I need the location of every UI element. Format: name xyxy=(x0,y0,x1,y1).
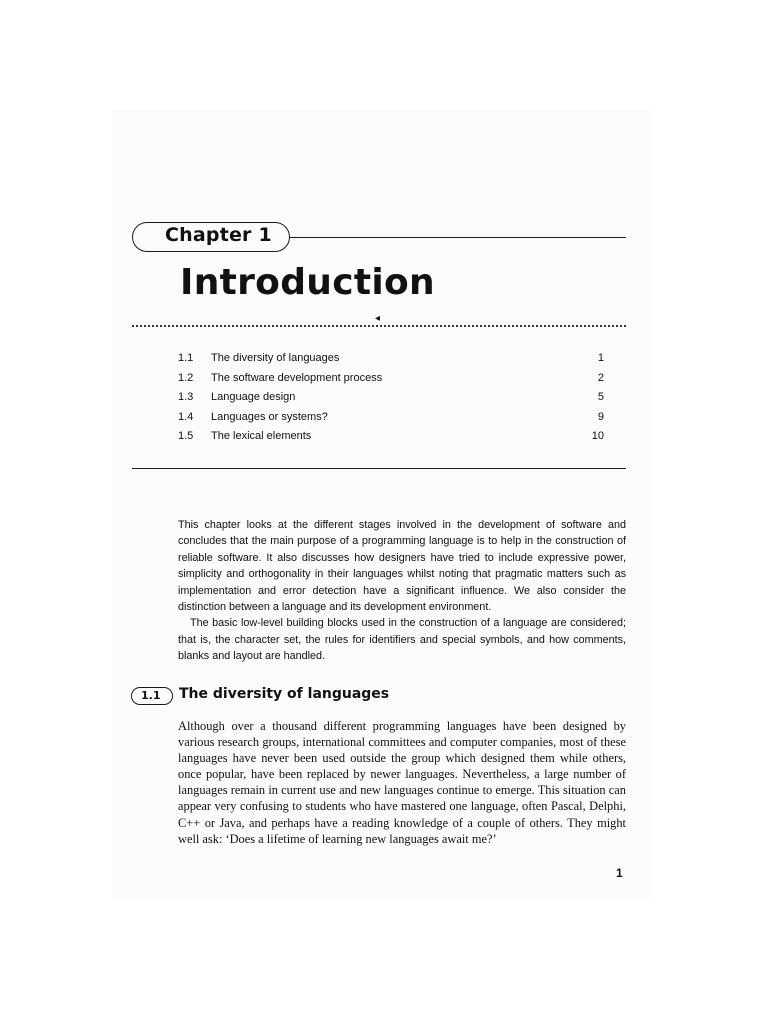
toc-entry-page: 10 xyxy=(591,430,604,442)
toc-bottom-rule xyxy=(132,468,626,469)
table-of-contents xyxy=(178,352,604,450)
chapter-summary xyxy=(178,517,626,665)
toc-entry-page: 1 xyxy=(597,352,604,364)
toc-entry-page: 9 xyxy=(597,410,604,423)
toc-entry xyxy=(178,430,604,450)
chapter-header xyxy=(132,222,626,254)
chapter-label: Chapter 1 xyxy=(165,224,272,246)
dotted-divider xyxy=(132,325,626,327)
summary-paragraph: The basic low-level building blocks used in the construction of a language are considered; that is, the character set, the rules for identifiers and special symbols, and how comments, blanks and layout are handled. xyxy=(178,617,626,663)
section-title: The diversity of languages xyxy=(179,686,390,702)
toc-entry-title: The lexical elements xyxy=(211,430,312,442)
toc-entry-number: 1.2 xyxy=(178,371,194,384)
toc-entry-number: 1.4 xyxy=(178,410,194,423)
toc-entry xyxy=(178,352,604,372)
toc-entry-title: The software development process xyxy=(211,371,383,384)
section-heading xyxy=(131,687,611,707)
section-number: 1.1 xyxy=(141,689,161,702)
chapter-title: Introduction xyxy=(180,262,435,303)
page-number: 1 xyxy=(616,866,623,880)
toc-entry xyxy=(178,372,604,392)
toc-entry xyxy=(178,411,604,431)
toc-entry-number: 1.5 xyxy=(178,430,194,442)
chapter-rule xyxy=(289,237,626,238)
section-body-text: Although over a thousand different programming languages have been designed by various research groups, international committees and computer companies, most of these languages have never been used outside the group which designed them while others, once popular, have been replaced by newer languages. Nevertheless, a large number of languages remain in current use and new languages continue to emerge. This situation can appear very confusing to students who have mastered one language, often Pascal, Delphi, C++ or Java, and perhaps have a reading knowledge of a couple of others. They might well ask: ‘Does a lifetime of learning new languages await me?’ xyxy=(178,719,626,846)
toc-entry-title: Language design xyxy=(211,391,296,403)
toc-entry-page: 2 xyxy=(597,371,604,384)
toc-entry-page: 5 xyxy=(597,391,604,403)
toc-entry xyxy=(178,391,604,411)
summary-paragraph: This chapter looks at the different stages involved in the development of software and concludes that the main purpose of a programming language is to help in the construction of reliable software. It also discusses how designers have tried to include expressive power, simplicity and orthogonality in their languages whilst noting that pragmatic matters such as implementation and error detection have a significant influence. We also consider the distinction between a language and its development environment. xyxy=(178,519,626,614)
dotted-divider-mark: ◂ xyxy=(375,313,381,324)
toc-entry-title: The diversity of languages xyxy=(211,352,340,364)
toc-entry-number: 1.1 xyxy=(178,352,194,364)
toc-entry-number: 1.3 xyxy=(178,391,194,403)
toc-entry-title: Languages or systems? xyxy=(211,410,328,423)
